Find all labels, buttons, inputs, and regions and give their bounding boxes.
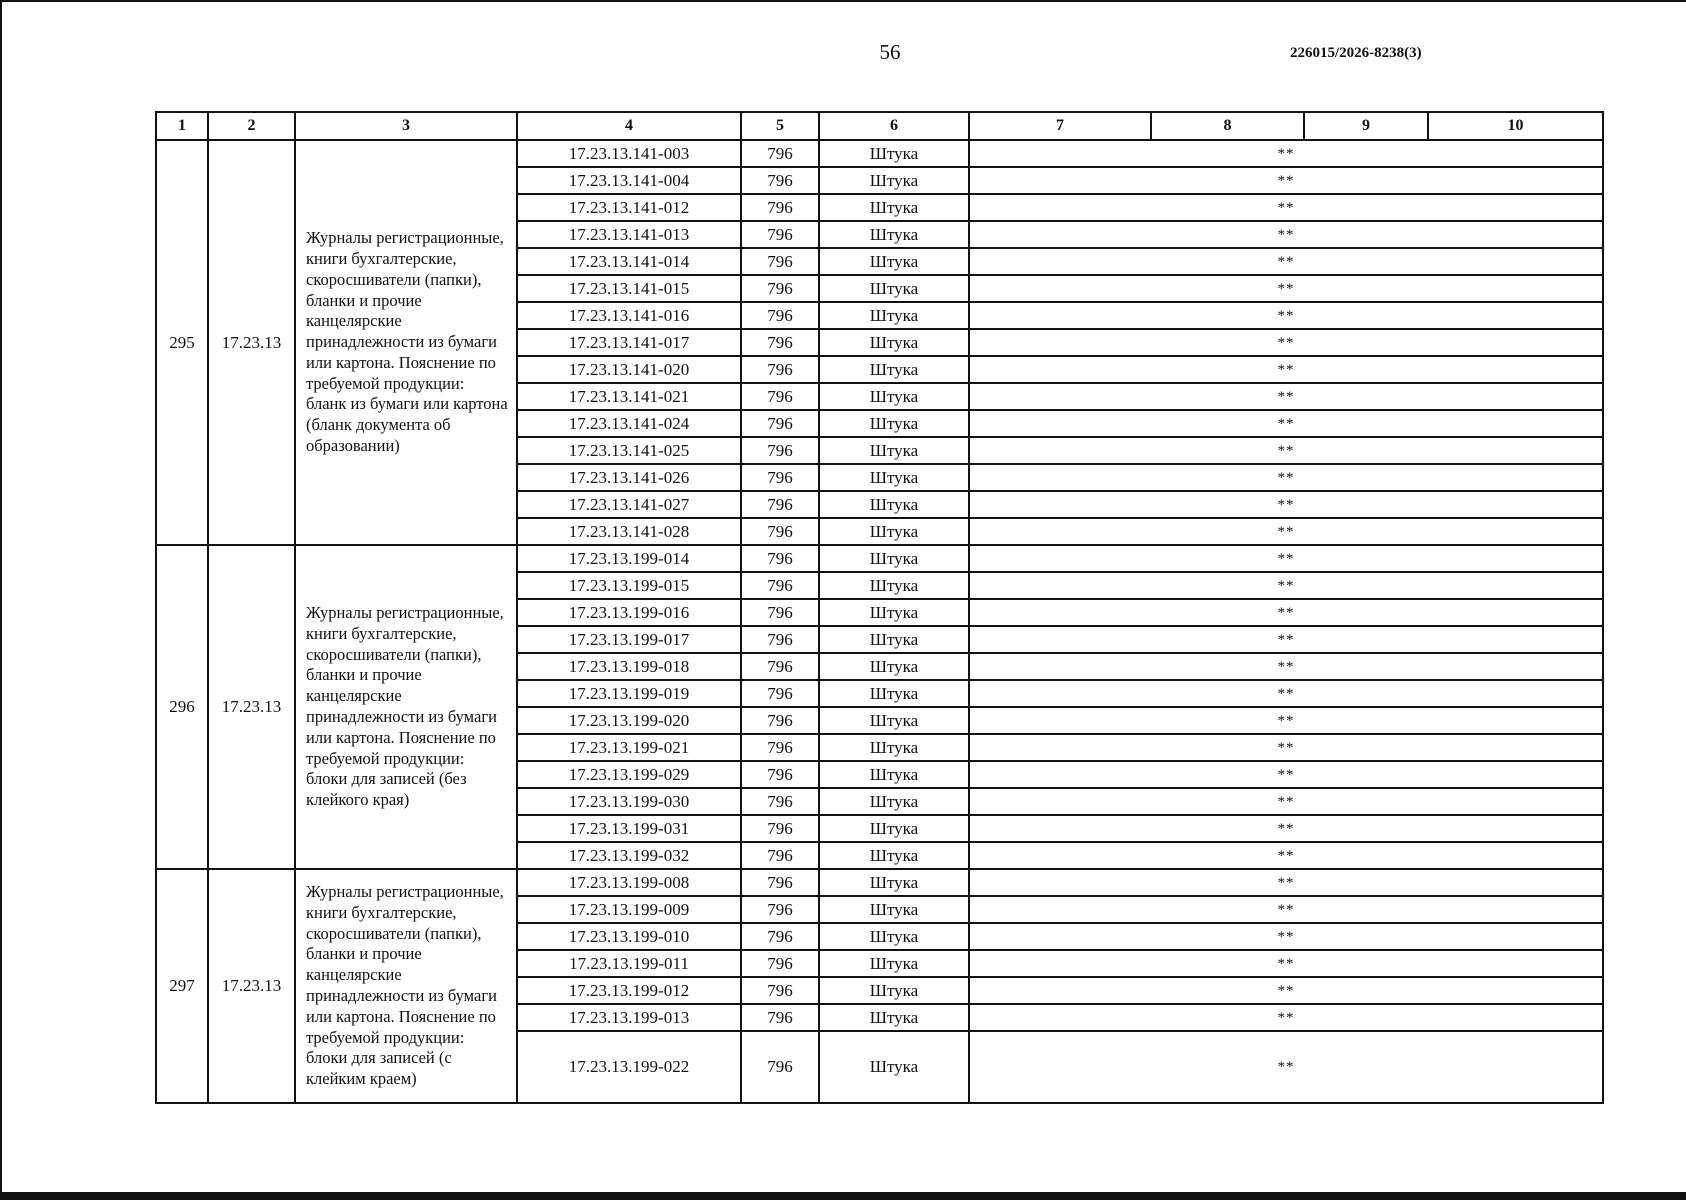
item-code-cell: 17.23.13.199-009 bbox=[517, 896, 741, 923]
column-header: 10 bbox=[1428, 112, 1603, 140]
note-cell: ** bbox=[969, 869, 1603, 896]
note-cell: ** bbox=[969, 329, 1603, 356]
row-number-cell: 296 bbox=[156, 545, 208, 869]
unit-name-cell: Штука bbox=[819, 491, 969, 518]
unit-name-cell: Штука bbox=[819, 275, 969, 302]
note-cell: ** bbox=[969, 356, 1603, 383]
unit-code-cell: 796 bbox=[741, 1031, 819, 1103]
unit-code-cell: 796 bbox=[741, 707, 819, 734]
okpd-code-cell: 17.23.13 bbox=[208, 140, 295, 545]
item-code-cell: 17.23.13.199-021 bbox=[517, 734, 741, 761]
item-code-cell: 17.23.13.141-003 bbox=[517, 140, 741, 167]
document-code: 226015/2026-8238(3) bbox=[1290, 45, 1422, 61]
item-code-cell: 17.23.13.199-017 bbox=[517, 626, 741, 653]
unit-code-cell: 796 bbox=[741, 680, 819, 707]
unit-name-cell: Штука bbox=[819, 329, 969, 356]
scan-edge-top bbox=[0, 0, 1686, 2]
item-code-cell: 17.23.13.141-017 bbox=[517, 329, 741, 356]
table-row bbox=[156, 869, 1603, 896]
unit-code-cell: 796 bbox=[741, 545, 819, 572]
note-cell: ** bbox=[969, 1004, 1603, 1031]
unit-name-cell: Штука bbox=[819, 410, 969, 437]
unit-code-cell: 796 bbox=[741, 1004, 819, 1031]
note-cell: ** bbox=[969, 572, 1603, 599]
item-code-cell: 17.23.13.199-019 bbox=[517, 680, 741, 707]
unit-name-cell: Штука bbox=[819, 869, 969, 896]
column-header: 5 bbox=[741, 112, 819, 140]
unit-code-cell: 796 bbox=[741, 869, 819, 896]
header-row bbox=[156, 112, 1603, 140]
unit-name-cell: Штука bbox=[819, 302, 969, 329]
column-header: 9 bbox=[1304, 112, 1428, 140]
unit-name-cell: Штука bbox=[819, 518, 969, 545]
unit-code-cell: 796 bbox=[741, 788, 819, 815]
unit-code-cell: 796 bbox=[741, 923, 819, 950]
unit-name-cell: Штука bbox=[819, 437, 969, 464]
unit-name-cell: Штука bbox=[819, 977, 969, 1004]
item-code-cell: 17.23.13.141-021 bbox=[517, 383, 741, 410]
item-code-cell: 17.23.13.141-004 bbox=[517, 167, 741, 194]
item-code-cell: 17.23.13.199-029 bbox=[517, 761, 741, 788]
item-code-cell: 17.23.13.141-028 bbox=[517, 518, 741, 545]
note-cell: ** bbox=[969, 734, 1603, 761]
unit-code-cell: 796 bbox=[741, 437, 819, 464]
unit-code-cell: 796 bbox=[741, 599, 819, 626]
unit-code-cell: 796 bbox=[741, 275, 819, 302]
unit-name-cell: Штука bbox=[819, 140, 969, 167]
note-cell: ** bbox=[969, 761, 1603, 788]
unit-name-cell: Штука bbox=[819, 194, 969, 221]
row-number-cell: 297 bbox=[156, 869, 208, 1103]
note-cell: ** bbox=[969, 545, 1603, 572]
item-code-cell: 17.23.13.199-012 bbox=[517, 977, 741, 1004]
unit-code-cell: 796 bbox=[741, 221, 819, 248]
description-cell: Журналы регистрационные, книги бухгалтерские, скоросшиватели (папки), бланки и прочие канцелярские принадлежности из бумаги или картона. Пояснение по требуемой продукции: блоки для записей (без клейкого края) bbox=[295, 545, 517, 869]
note-cell: ** bbox=[969, 491, 1603, 518]
unit-name-cell: Штука bbox=[819, 950, 969, 977]
note-cell: ** bbox=[969, 599, 1603, 626]
item-code-cell: 17.23.13.141-025 bbox=[517, 437, 741, 464]
item-code-cell: 17.23.13.141-014 bbox=[517, 248, 741, 275]
note-cell: ** bbox=[969, 140, 1603, 167]
item-code-cell: 17.23.13.199-032 bbox=[517, 842, 741, 869]
unit-code-cell: 796 bbox=[741, 626, 819, 653]
unit-code-cell: 796 bbox=[741, 410, 819, 437]
description-cell: Журналы регистрационные, книги бухгалтерские, скоросшиватели (папки), бланки и прочие канцелярские принадлежности из бумаги или картона. Пояснение по требуемой продукции: бланк из бумаги или картона (бланк документа об образовании) bbox=[295, 140, 517, 545]
page-number: 56 bbox=[879, 40, 901, 64]
unit-name-cell: Штука bbox=[819, 734, 969, 761]
unit-name-cell: Штука bbox=[819, 842, 969, 869]
item-code-cell: 17.23.13.199-015 bbox=[517, 572, 741, 599]
note-cell: ** bbox=[969, 653, 1603, 680]
item-code-cell: 17.23.13.199-014 bbox=[517, 545, 741, 572]
column-header: 7 bbox=[969, 112, 1151, 140]
okpd-code-cell: 17.23.13 bbox=[208, 545, 295, 869]
note-cell: ** bbox=[969, 815, 1603, 842]
note-cell: ** bbox=[969, 167, 1603, 194]
note-cell: ** bbox=[969, 275, 1603, 302]
unit-name-cell: Штука bbox=[819, 761, 969, 788]
note-cell: ** bbox=[969, 707, 1603, 734]
row-number-cell: 295 bbox=[156, 140, 208, 545]
unit-name-cell: Штука bbox=[819, 788, 969, 815]
unit-code-cell: 796 bbox=[741, 734, 819, 761]
item-code-cell: 17.23.13.199-013 bbox=[517, 1004, 741, 1031]
scan-edge-bottom bbox=[0, 1192, 1686, 1200]
note-cell: ** bbox=[969, 464, 1603, 491]
item-code-cell: 17.23.13.199-010 bbox=[517, 923, 741, 950]
note-cell: ** bbox=[969, 518, 1603, 545]
unit-name-cell: Штука bbox=[819, 383, 969, 410]
column-header: 3 bbox=[295, 112, 517, 140]
unit-name-cell: Штука bbox=[819, 599, 969, 626]
unit-name-cell: Штука bbox=[819, 464, 969, 491]
okpd-code-cell: 17.23.13 bbox=[208, 869, 295, 1103]
unit-code-cell: 796 bbox=[741, 491, 819, 518]
unit-code-cell: 796 bbox=[741, 653, 819, 680]
note-cell: ** bbox=[969, 950, 1603, 977]
table-row bbox=[156, 140, 1603, 167]
item-code-cell: 17.23.13.141-026 bbox=[517, 464, 741, 491]
unit-name-cell: Штука bbox=[819, 680, 969, 707]
unit-code-cell: 796 bbox=[741, 896, 819, 923]
note-cell: ** bbox=[969, 248, 1603, 275]
unit-code-cell: 796 bbox=[741, 761, 819, 788]
unit-code-cell: 796 bbox=[741, 329, 819, 356]
scan-edge-left bbox=[0, 0, 2, 1200]
unit-name-cell: Штука bbox=[819, 572, 969, 599]
unit-code-cell: 796 bbox=[741, 302, 819, 329]
unit-name-cell: Штука bbox=[819, 896, 969, 923]
unit-name-cell: Штука bbox=[819, 626, 969, 653]
note-cell: ** bbox=[969, 896, 1603, 923]
products-table bbox=[155, 111, 1604, 1104]
column-header: 6 bbox=[819, 112, 969, 140]
unit-code-cell: 796 bbox=[741, 356, 819, 383]
item-code-cell: 17.23.13.141-015 bbox=[517, 275, 741, 302]
note-cell: ** bbox=[969, 842, 1603, 869]
unit-code-cell: 796 bbox=[741, 167, 819, 194]
item-code-cell: 17.23.13.141-012 bbox=[517, 194, 741, 221]
item-code-cell: 17.23.13.141-016 bbox=[517, 302, 741, 329]
note-cell: ** bbox=[969, 680, 1603, 707]
unit-name-cell: Штука bbox=[819, 167, 969, 194]
unit-name-cell: Штука bbox=[819, 707, 969, 734]
unit-code-cell: 796 bbox=[741, 572, 819, 599]
item-code-cell: 17.23.13.199-008 bbox=[517, 869, 741, 896]
note-cell: ** bbox=[969, 383, 1603, 410]
item-code-cell: 17.23.13.141-024 bbox=[517, 410, 741, 437]
item-code-cell: 17.23.13.199-020 bbox=[517, 707, 741, 734]
column-header: 1 bbox=[156, 112, 208, 140]
unit-name-cell: Штука bbox=[819, 545, 969, 572]
unit-code-cell: 796 bbox=[741, 815, 819, 842]
item-code-cell: 17.23.13.141-027 bbox=[517, 491, 741, 518]
item-code-cell: 17.23.13.199-022 bbox=[517, 1031, 741, 1103]
item-code-cell: 17.23.13.199-018 bbox=[517, 653, 741, 680]
unit-code-cell: 796 bbox=[741, 140, 819, 167]
unit-code-cell: 796 bbox=[741, 383, 819, 410]
unit-code-cell: 796 bbox=[741, 194, 819, 221]
unit-code-cell: 796 bbox=[741, 464, 819, 491]
item-code-cell: 17.23.13.141-013 bbox=[517, 221, 741, 248]
unit-name-cell: Штука bbox=[819, 1004, 969, 1031]
column-header: 8 bbox=[1151, 112, 1304, 140]
unit-code-cell: 796 bbox=[741, 977, 819, 1004]
note-cell: ** bbox=[969, 221, 1603, 248]
note-cell: ** bbox=[969, 977, 1603, 1004]
item-code-cell: 17.23.13.199-016 bbox=[517, 599, 741, 626]
unit-code-cell: 796 bbox=[741, 842, 819, 869]
unit-name-cell: Штука bbox=[819, 248, 969, 275]
item-code-cell: 17.23.13.199-030 bbox=[517, 788, 741, 815]
unit-code-cell: 796 bbox=[741, 950, 819, 977]
note-cell: ** bbox=[969, 788, 1603, 815]
unit-name-cell: Штука bbox=[819, 923, 969, 950]
note-cell: ** bbox=[969, 410, 1603, 437]
note-cell: ** bbox=[969, 302, 1603, 329]
unit-code-cell: 796 bbox=[741, 518, 819, 545]
item-code-cell: 17.23.13.199-011 bbox=[517, 950, 741, 977]
item-code-cell: 17.23.13.141-020 bbox=[517, 356, 741, 383]
table-row bbox=[156, 545, 1603, 572]
note-cell: ** bbox=[969, 194, 1603, 221]
note-cell: ** bbox=[969, 626, 1603, 653]
column-header: 4 bbox=[517, 112, 741, 140]
description-cell: Журналы регистрационные, книги бухгалтерские, скоросшиватели (папки), бланки и прочие канцелярские принадлежности из бумаги или картона. Пояснение по требуемой продукции: блоки для записей (с клейким краем) bbox=[295, 869, 517, 1103]
unit-name-cell: Штука bbox=[819, 221, 969, 248]
unit-name-cell: Штука bbox=[819, 815, 969, 842]
unit-name-cell: Штука bbox=[819, 1031, 969, 1103]
unit-code-cell: 796 bbox=[741, 248, 819, 275]
table-body bbox=[156, 140, 1603, 1103]
item-code-cell: 17.23.13.199-031 bbox=[517, 815, 741, 842]
note-cell: ** bbox=[969, 1031, 1603, 1103]
unit-name-cell: Штука bbox=[819, 653, 969, 680]
unit-name-cell: Штука bbox=[819, 356, 969, 383]
column-header: 2 bbox=[208, 112, 295, 140]
note-cell: ** bbox=[969, 437, 1603, 464]
note-cell: ** bbox=[969, 923, 1603, 950]
